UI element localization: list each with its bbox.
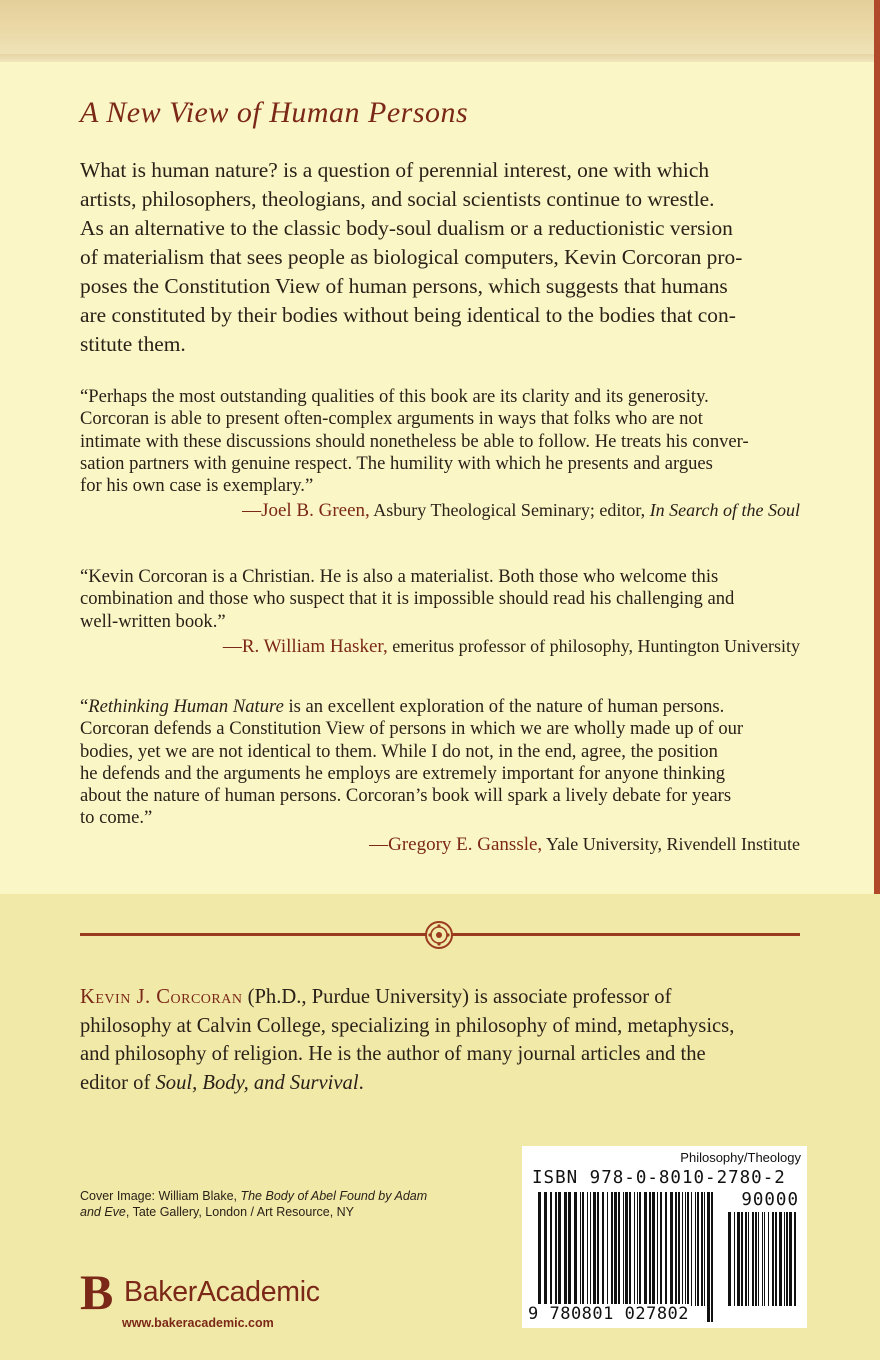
quote-line: Corcoran is able to present often-complex arguments in ways that folks who are not — [80, 408, 703, 430]
barcode-bar — [558, 1192, 561, 1306]
barcode-bar — [695, 1192, 696, 1306]
barcode-bar — [678, 1192, 680, 1306]
barcode-bar — [768, 1212, 769, 1306]
barcode-bar — [555, 1192, 557, 1306]
barcode-bar — [593, 1192, 596, 1306]
barcode-bar — [691, 1192, 692, 1306]
endorsement-ganssle — [80, 696, 800, 856]
isbn-number: ISBN 978-0-8010-2780-2 — [532, 1168, 786, 1188]
barcode-bar — [670, 1192, 673, 1306]
quote-line: about the nature of human persons. Corcoran’s book will spark a lively debate for years — [80, 785, 732, 807]
barcode-bar — [629, 1192, 631, 1322]
barcode-bar — [652, 1192, 655, 1306]
price-code: 90000 — [741, 1190, 799, 1210]
barcode-bar — [704, 1192, 705, 1306]
quote-line: bodies, yet we are not identical to them. While I do not, in the end, agree, the position — [80, 740, 718, 762]
barcode-bar — [786, 1212, 788, 1306]
bio-text: editor of — [80, 1071, 156, 1094]
credit-text: Cover Image: William Blake, — [80, 1189, 241, 1203]
barcode-bar — [637, 1192, 638, 1306]
isbn-barcode — [522, 1146, 807, 1328]
intro-paragraph — [80, 156, 800, 359]
book-title: Soul, Body, and Survival — [155, 1071, 359, 1094]
barcode-bar — [775, 1212, 777, 1306]
barcode-bar — [625, 1192, 628, 1322]
barcode-bar — [745, 1212, 747, 1306]
quote-line: “Kevin Corcoran is a Christian. He is also a materialist. Both those who welcome this — [80, 566, 719, 587]
barcode-bar — [779, 1212, 782, 1306]
page-title: A New View of Human Persons — [80, 96, 469, 129]
quote-line: to come.” — [80, 807, 153, 829]
barcode-addon-bars-icon — [726, 1212, 800, 1322]
barcode-bars-icon — [536, 1192, 716, 1322]
intro-line: What is human nature? is a question of perennial interest, one with which — [80, 158, 710, 182]
barcode-bar — [748, 1212, 749, 1306]
barcode-bar — [639, 1192, 641, 1306]
artwork-title: The Body of Abel Found by Adam and Eve — [80, 1189, 428, 1219]
barcode-bar — [794, 1212, 796, 1306]
barcode-bar — [772, 1212, 774, 1306]
flourish-ornament-icon — [424, 920, 454, 950]
intro-line: stitute them. — [80, 332, 186, 356]
quote-line: for his own case is exemplary.” — [80, 475, 314, 497]
bio-line — [80, 1069, 800, 1098]
barcode-bar — [675, 1192, 677, 1306]
barcode-bar — [734, 1212, 735, 1306]
quote-line — [80, 696, 800, 718]
book-title: Rethinking Human Nature — [88, 696, 284, 717]
barcode-bar — [550, 1192, 552, 1322]
barcode-bar — [634, 1192, 635, 1306]
barcode-bar — [538, 1192, 541, 1322]
barcode-bar — [758, 1212, 759, 1306]
barcode-bar — [665, 1192, 667, 1306]
quote-line: he defends and the arguments he employs are extremely important for anyone thinking — [80, 762, 726, 784]
barcode-bar — [590, 1192, 591, 1306]
barcode-bar — [607, 1192, 608, 1306]
barcode-bar — [752, 1212, 754, 1306]
quote-author: —R. William Hasker, — [222, 635, 388, 657]
barcode-bar — [623, 1192, 624, 1322]
intro-line: As an alternative to the classic body-soul dualism or a reductionistic version — [80, 216, 733, 240]
endorsement-hasker — [80, 566, 800, 658]
barcode-bar — [574, 1192, 577, 1306]
barcode-bar — [682, 1192, 683, 1306]
quote-author: —Joel B. Green, — [242, 500, 370, 522]
barcode-bar — [657, 1192, 658, 1306]
quote-affiliation: Asbury Theological Seminary; editor, — [369, 500, 650, 521]
barcode-bar — [611, 1192, 613, 1306]
intro-line: are constituted by their bodies without being identical to the bodies that con- — [80, 303, 736, 327]
barcode-bar — [741, 1212, 743, 1306]
barcode-bar — [618, 1192, 620, 1306]
barcode-bar — [764, 1212, 765, 1306]
bio-text: . — [358, 1071, 364, 1094]
endorsement-green — [80, 386, 800, 523]
quote-line: well-written book.” — [80, 610, 226, 632]
right-edge-bar — [874, 0, 880, 894]
author-name: Kevin J. Corcoran — [80, 986, 243, 1008]
barcode-bar — [649, 1192, 651, 1306]
barcode-bar — [597, 1192, 599, 1306]
barcode-bar — [564, 1192, 567, 1306]
bio-line: philosophy at Calvin College, specializing in philosophy of mind, metaphysics, — [80, 1014, 735, 1037]
barcode-bar — [707, 1192, 710, 1322]
intro-line: poses the Constitution View of human persons, which suggests that humans — [80, 274, 728, 298]
category-label: Philosophy/Theology — [680, 1150, 801, 1165]
intro-line: of materialism that sees people as biological computers, Kevin Corcoran pro- — [80, 245, 743, 269]
barcode-bar — [582, 1192, 584, 1306]
barcode-bar — [789, 1212, 792, 1306]
barcode-bar — [614, 1192, 617, 1306]
barcode-bar — [728, 1212, 731, 1306]
barcode-bar — [711, 1192, 713, 1322]
quote-open-mark: “ — [80, 696, 89, 717]
publisher-name: BakerAcademic — [124, 1276, 320, 1308]
quote-attribution — [80, 833, 800, 856]
top-texture-band — [0, 0, 880, 62]
barcode-bar — [762, 1212, 763, 1306]
barcode-bar — [687, 1192, 689, 1306]
bio-text: (Ph.D., Purdue University) is associate professor of — [242, 986, 672, 1008]
barcode-bar — [644, 1192, 647, 1306]
barcode-digits: 9 780801 027802 — [528, 1304, 690, 1324]
quote-line: sation partners with genuine respect. The humility with which he presents and argues — [80, 452, 713, 474]
barcode-bar — [697, 1192, 699, 1306]
intro-line: artists, philosophers, theologians, and social scientists continue to wrestle. — [80, 187, 715, 211]
publisher-logo — [80, 1264, 380, 1320]
author-bio — [80, 983, 800, 1097]
quote-author: —Gregory E. Ganssle, — [369, 833, 543, 855]
quote-attribution — [80, 635, 800, 658]
quote-line: combination and those who suspect that it is impossible should read his challenging and — [80, 588, 735, 610]
quote-line: Corcoran defends a Constitution View of persons in which we are wholly made up of our — [80, 718, 744, 740]
barcode-bar — [784, 1212, 785, 1306]
quote-affiliation: Yale University, Rivendell Institute — [542, 833, 800, 854]
quote-line: intimate with these discussions should nonetheless be able to follow. He treats his conver- — [80, 430, 749, 452]
barcode-bar — [685, 1192, 686, 1306]
bio-line: and philosophy of religion. He is the author of many journal articles and the — [80, 1043, 706, 1065]
quote-affiliation: emeritus professor of philosophy, Huntington University — [387, 635, 800, 656]
barcode-bar — [602, 1192, 604, 1306]
cover-credit — [80, 1188, 440, 1220]
barcode-bar — [587, 1192, 588, 1306]
bio-line — [80, 983, 800, 1012]
logo-b-icon: B — [80, 1264, 114, 1320]
barcode-bar — [580, 1192, 581, 1306]
quote-line: “Perhaps the most outstanding qualities of this book are its clarity and its generosity. — [80, 386, 709, 407]
quote-text: is an excellent exploration of the nature of human persons. — [283, 696, 725, 717]
credit-text: , Tate Gallery, London / Art Resource, NY — [125, 1205, 354, 1219]
barcode-bar — [568, 1192, 571, 1306]
barcode-bar — [660, 1192, 662, 1306]
barcode-bar — [544, 1192, 547, 1322]
publisher-url: www.bakeracademic.com — [122, 1316, 274, 1330]
quote-attribution — [80, 499, 800, 522]
barcode-bar — [755, 1212, 757, 1306]
barcode-bar — [737, 1212, 740, 1306]
barcode-bar — [701, 1192, 703, 1306]
quote-work-title: In Search of the Soul — [649, 500, 800, 521]
